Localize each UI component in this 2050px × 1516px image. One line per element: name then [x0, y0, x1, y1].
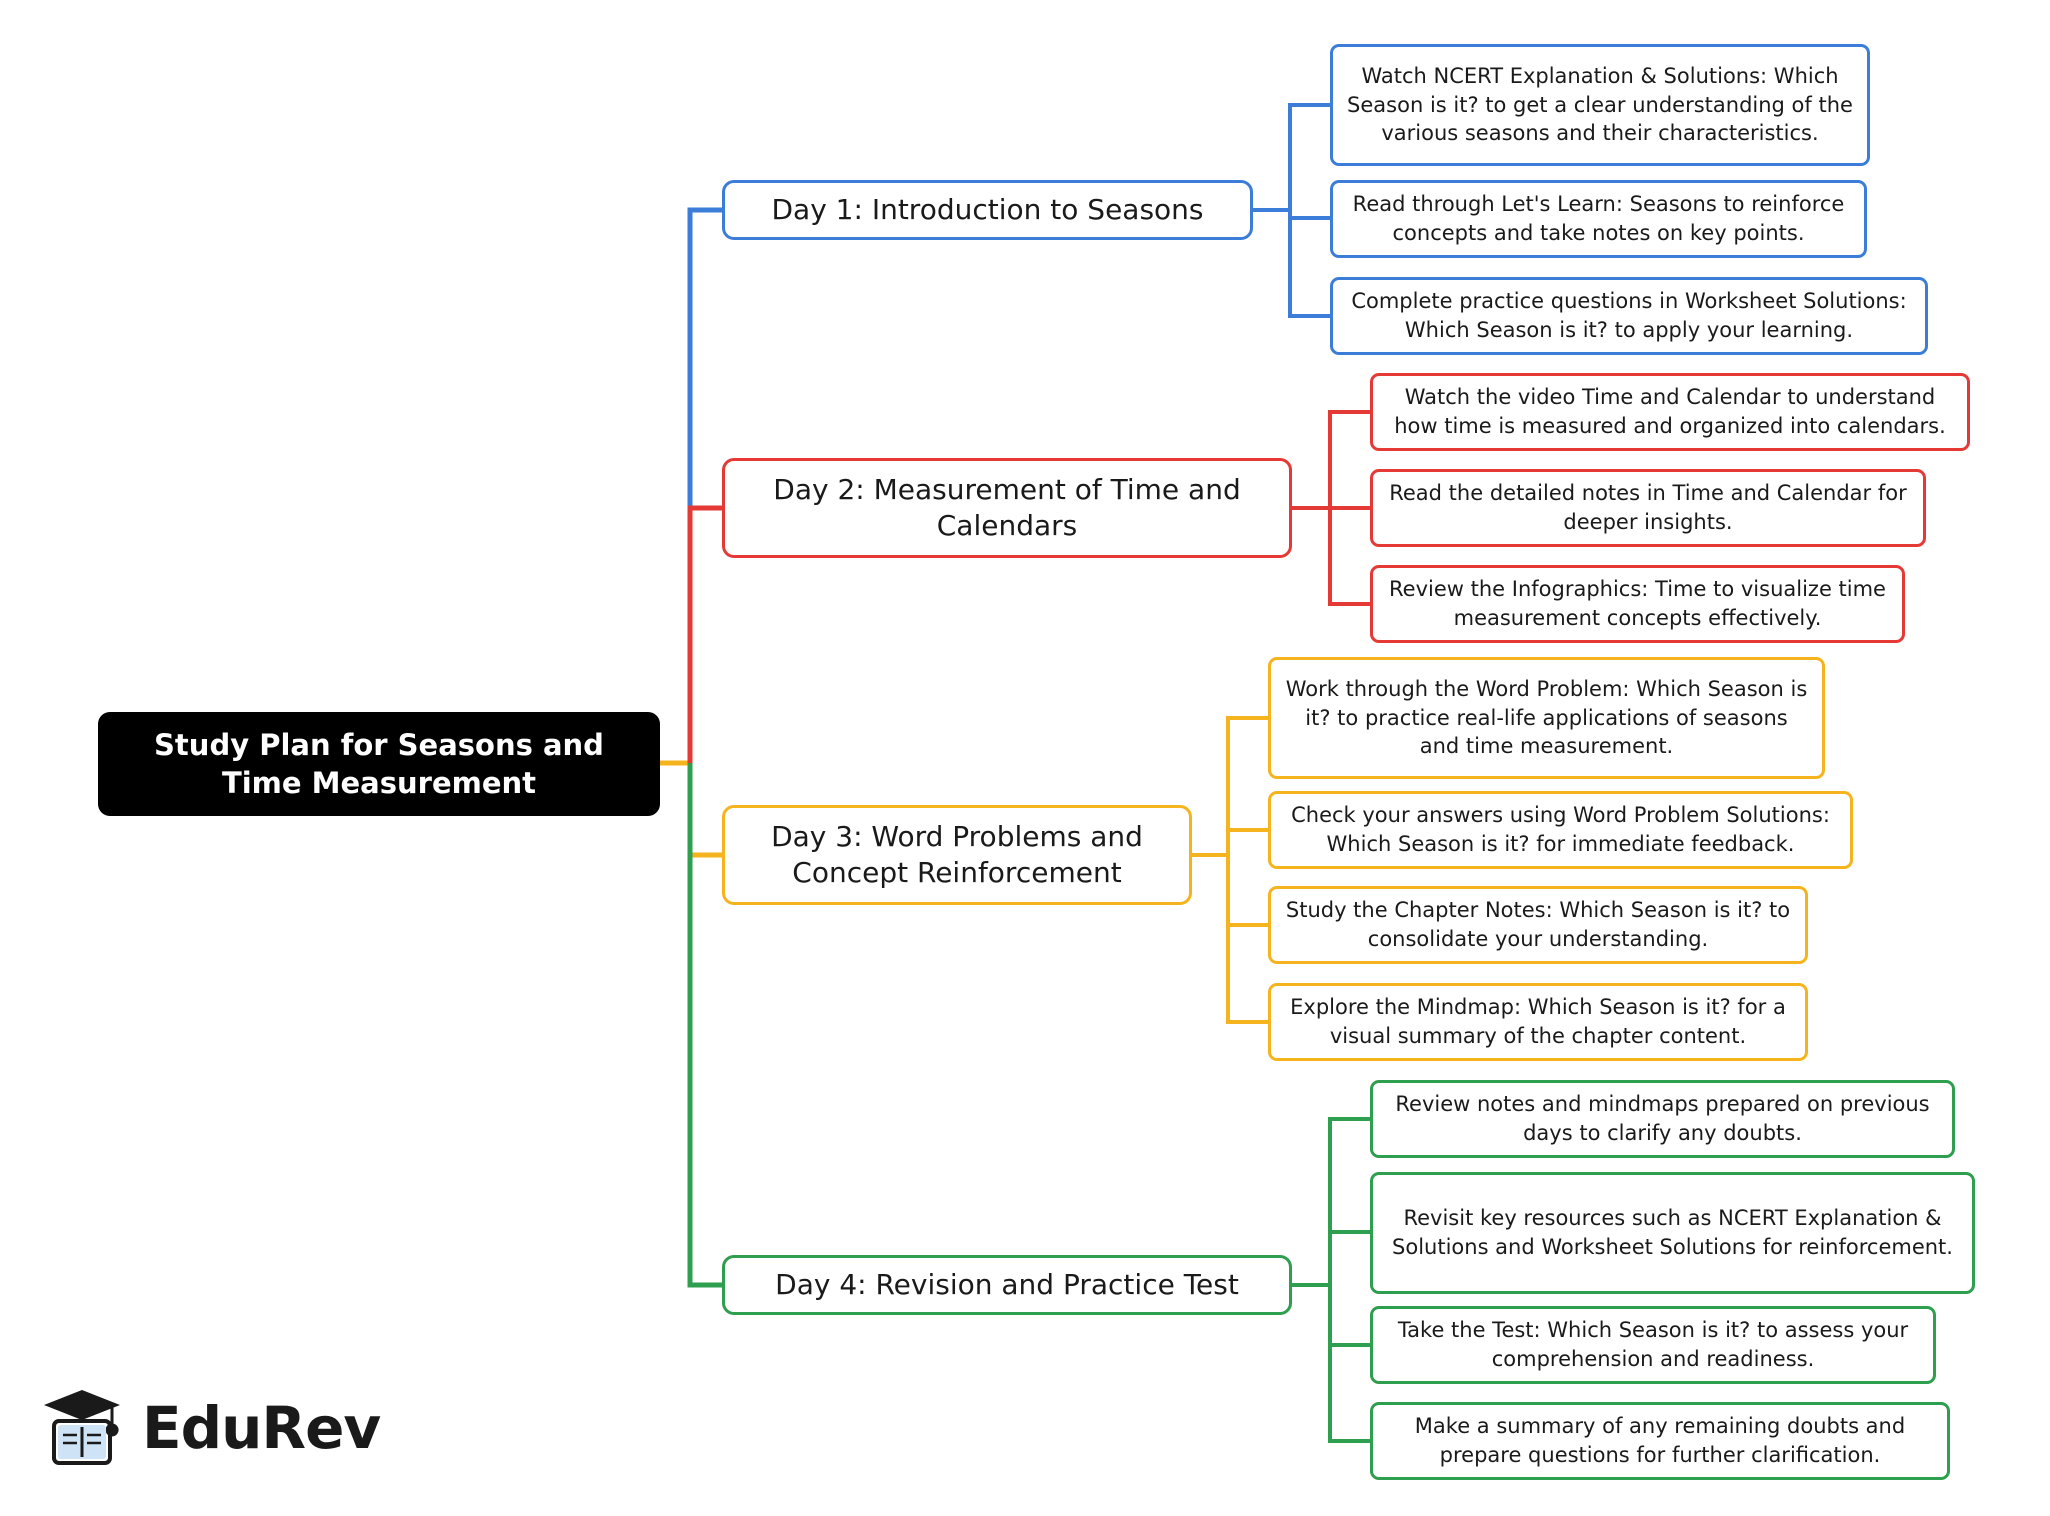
brand-name: EduRev — [142, 1394, 381, 1462]
branch-label: Day 4: Revision and Practice Test — [775, 1267, 1239, 1301]
leaf-node-day2-1[interactable] — [1370, 373, 1970, 451]
leaf-label: Review the Infographics: Time to visualize time measurement concepts effectively. — [1389, 577, 1886, 630]
leaf-node-day1-2[interactable] — [1330, 180, 1867, 258]
leaf-label: Make a summary of any remaining doubts and prepare questions for further clarification. — [1414, 1414, 1906, 1467]
branch-label: Day 3: Word Problems and Concept Reinforcement — [771, 819, 1143, 889]
root-node[interactable] — [98, 712, 660, 816]
leaf-label: Watch NCERT Explanation & Solutions: Which Season is it? to get a clear understanding of the various seasons and their characteristics. — [1347, 64, 1853, 146]
leaf-node-day3-4[interactable] — [1268, 983, 1808, 1061]
branch-label: Day 1: Introduction to Seasons — [771, 192, 1204, 226]
leaf-label: Review notes and mindmaps prepared on previous days to clarify any doubts. — [1395, 1092, 1930, 1145]
leaf-label: Revisit key resources such as NCERT Explanation & Solutions and Worksheet Solutions for reinforcement. — [1392, 1206, 1953, 1259]
branch-label: Day 2: Measurement of Time and Calendars — [773, 472, 1241, 542]
branch-node-day-3[interactable] — [722, 805, 1192, 905]
leaf-node-day3-2[interactable] — [1268, 791, 1853, 869]
leaf-node-day1-1[interactable] — [1330, 44, 1870, 166]
leaf-label: Watch the video Time and Calendar to understand how time is measured and organized into calendars. — [1394, 385, 1946, 438]
leaf-node-day4-4[interactable] — [1370, 1402, 1950, 1480]
leaf-label: Work through the Word Problem: Which Season is it? to practice real-life applications of seasons and time measurement. — [1285, 677, 1808, 759]
edurev-logo — [36, 1385, 380, 1471]
leaf-node-day4-3[interactable] — [1370, 1306, 1936, 1384]
leaf-node-day2-2[interactable] — [1370, 469, 1926, 547]
leaf-node-day4-2[interactable] — [1370, 1172, 1975, 1294]
root-node-label: Study Plan for Seasons and Time Measurement — [154, 727, 604, 800]
leaf-node-day4-1[interactable] — [1370, 1080, 1955, 1158]
leaf-node-day2-3[interactable] — [1370, 565, 1905, 643]
leaf-label: Take the Test: Which Season is it? to assess your comprehension and readiness. — [1397, 1318, 1909, 1371]
leaf-node-day3-3[interactable] — [1268, 886, 1808, 964]
leaf-label: Study the Chapter Notes: Which Season is it? to consolidate your understanding. — [1285, 898, 1791, 951]
branch-node-day-1[interactable] — [722, 180, 1253, 240]
leaf-node-day1-3[interactable] — [1330, 277, 1928, 355]
branch-node-day-2[interactable] — [722, 458, 1292, 558]
leaf-node-day3-1[interactable] — [1268, 657, 1825, 779]
leaf-label: Check your answers using Word Problem Solutions: Which Season is it? for immediate feedback. — [1291, 803, 1830, 856]
leaf-label: Explore the Mindmap: Which Season is it? for a visual summary of the chapter content. — [1290, 995, 1786, 1048]
leaf-label: Complete practice questions in Worksheet Solutions: Which Season is it? to apply your learning. — [1351, 289, 1907, 342]
leaf-label: Read the detailed notes in Time and Calendar for deeper insights. — [1389, 481, 1907, 534]
leaf-label: Read through Let's Learn: Seasons to reinforce concepts and take notes on key points. — [1352, 192, 1845, 245]
branch-node-day-4[interactable] — [722, 1255, 1292, 1315]
graduation-cap-book-icon — [36, 1385, 128, 1471]
